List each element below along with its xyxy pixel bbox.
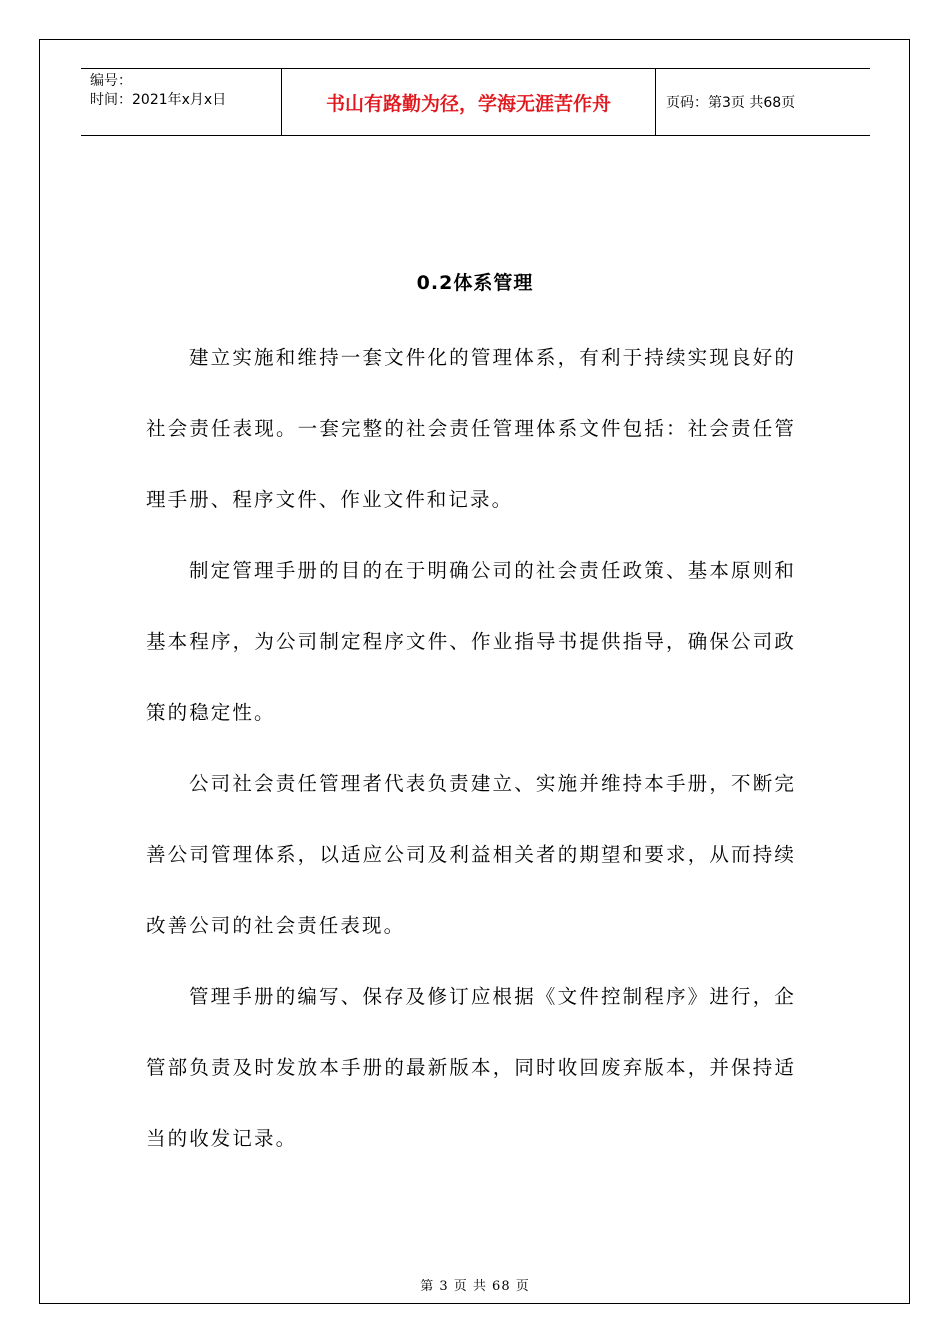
body-text: [146, 322, 796, 1174]
header-page-number: 页码：第3页 共68页: [666, 95, 796, 111]
paragraph: 建立实施和维持一套文件化的管理体系，有利于持续实现良好的社会责任表现。一套完整的社会责任管理体系文件包括：社会责任管理手册、程序文件、作业文件和记录。: [146, 346, 796, 511]
paragraph: 公司社会责任管理者代表负责建立、实施并维持本手册，不断完善公司管理体系，以适应公司及利益相关者的期望和要求，从而持续改善公司的社会责任表现。: [146, 772, 796, 937]
page-footer: 第 3 页 共 68 页: [420, 1279, 530, 1294]
header-motto: 书山有路勤为径，学海无涯苦作舟: [282, 69, 656, 135]
document-number: 编号：: [90, 73, 132, 89]
header-meta: [81, 69, 282, 135]
section-title: 0.2体系管理: [416, 272, 534, 294]
paragraph: 管理手册的编写、保存及修订应根据《文件控制程序》进行，企管部负责及时发放本手册的最新版本，同时收回废弃版本，并保持适当的收发记录。: [146, 985, 796, 1150]
document-date: 时间：2021年x月x日: [90, 92, 227, 108]
document-header: [81, 68, 870, 136]
paragraph: 制定管理手册的目的在于明确公司的社会责任政策、基本原则和基本程序，为公司制定程序文件、作业指导书提供指导，确保公司政策的稳定性。: [146, 559, 796, 724]
